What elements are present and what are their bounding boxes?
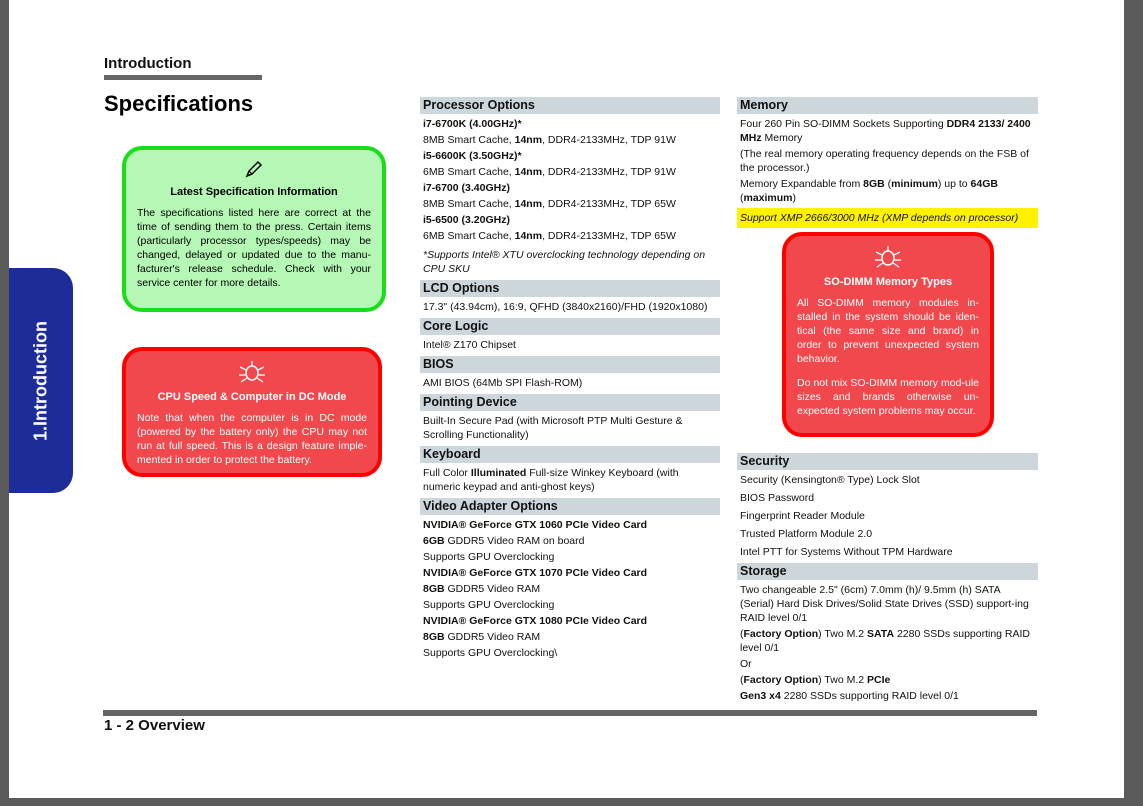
cpu-detail: 6MB Smart Cache, 14nm, DDR4-2133MHz, TDP 91W bbox=[423, 166, 676, 178]
cpu-detail: 8MB Smart Cache, 14nm, DDR4-2133MHz, TDP 91W bbox=[423, 134, 676, 146]
gpu-name: NVIDIA® GeForce GTX 1060 PCIe Video Card bbox=[423, 519, 648, 531]
security-item: Fingerprint Reader Module bbox=[740, 510, 865, 522]
spec-column-middle bbox=[420, 97, 720, 661]
gpu-ram: 6GB GDDR5 Video RAM on board bbox=[423, 535, 585, 547]
storage-hdd: Two changeable 2.5" (6cm) 7.0mm (h)/ 9.5mm (h) SATA (Serial) Hard Disk Drives/Solid State Drives (SSD) support-ing RAID level 0/1 bbox=[740, 584, 1029, 624]
memory-expandable: Memory Expandable from 8GB (minimum) up to 64GB (maximum) bbox=[740, 178, 998, 204]
storage-m2-pcie-cont: Gen3 x4 2280 SSDs supporting RAID level 0/1 bbox=[740, 690, 959, 702]
video-header: Video Adapter Options bbox=[420, 498, 720, 515]
lcd-text: 17.3" (43.94cm), 16:9, QFHD (3840x2160)/FHD (1920x1080) bbox=[423, 301, 708, 313]
chapter-side-tab[interactable] bbox=[9, 268, 73, 493]
memory-header: Memory bbox=[737, 97, 1038, 114]
gpu-ram: 8GB GDDR5 Video RAM bbox=[423, 631, 541, 643]
storage-or: Or bbox=[740, 658, 752, 670]
page-title: Specifications bbox=[104, 91, 254, 116]
security-item: Security (Kensington® Type) Lock Slot bbox=[740, 474, 920, 486]
gpu-oc: Supports GPU Overclocking bbox=[423, 551, 555, 563]
gpu-name: NVIDIA® GeForce GTX 1070 PCIe Video Card bbox=[423, 567, 648, 579]
processor-header: Processor Options bbox=[420, 97, 720, 114]
cpu-name: i7-6700 (3.40GHz) bbox=[423, 182, 510, 194]
document-page bbox=[9, 0, 1124, 798]
xmp-highlight: Support XMP 2666/3000 MHz (XMP depends on processor) bbox=[737, 208, 1038, 228]
gpu-ram: 8GB GDDR5 Video RAM bbox=[423, 583, 541, 595]
pen-icon bbox=[126, 160, 382, 182]
xtu-note: *Supports Intel® XTU overclocking technology depending on CPU SKU bbox=[423, 249, 706, 275]
bios-header: BIOS bbox=[420, 356, 720, 373]
chapter-heading: Introduction bbox=[104, 55, 192, 72]
cpu-name: i5-6500 (3.20GHz) bbox=[423, 214, 510, 226]
keyboard-header: Keyboard bbox=[420, 446, 720, 463]
security-item: Trusted Platform Module 2.0 bbox=[740, 528, 873, 540]
footer-rule bbox=[103, 710, 1037, 716]
security-item: Intel PTT for Systems Without TPM Hardware bbox=[740, 546, 953, 558]
keyboard-text: Full Color Illuminated Full-size Winkey Keyboard (with numeric keypad and anti-ghost keys) bbox=[423, 467, 679, 493]
cpu-detail: 8MB Smart Cache, 14nm, DDR4-2133MHz, TDP 65W bbox=[423, 198, 676, 210]
latest-spec-title: Latest Specification Information bbox=[170, 186, 338, 198]
sodimm-title: SO-DIMM Memory Types bbox=[823, 276, 953, 288]
side-tab-label: 1.Introduction bbox=[30, 320, 51, 441]
latest-spec-info-box bbox=[122, 146, 386, 312]
memory-sockets: Four 260 Pin SO-DIMM Sockets Supporting DDR4 2133/ 2400 MHz Memory bbox=[740, 118, 1031, 144]
core-logic-header: Core Logic bbox=[420, 318, 720, 335]
warning-bug-icon bbox=[126, 361, 378, 387]
security-item: BIOS Password bbox=[740, 492, 815, 504]
storage-m2-pcie: (Factory Option) Two M.2 PCIe bbox=[740, 674, 891, 686]
chapter-underline bbox=[104, 75, 262, 80]
cpu-dc-body: Note that when the computer is in DC mode (powered by the battery only) the CPU may not run at full speed. This is a design feature imple-mented in order to protect the battery. bbox=[137, 412, 367, 466]
gpu-oc: Supports GPU Overclocking bbox=[423, 599, 555, 611]
warning-bug-icon bbox=[786, 246, 990, 272]
sodimm-body-1: All SO-DIMM memory modules in-stalled in the system should be iden-tical (the same size and brand) in order to prevent unexpected system behavior. bbox=[797, 297, 979, 365]
gpu-oc: Supports GPU Overclocking\ bbox=[423, 647, 558, 659]
core-logic-text: Intel® Z170 Chipset bbox=[423, 339, 516, 351]
pointing-text: Built-In Secure Pad (with Microsoft PTP Multi Gesture & Scrolling Functionality) bbox=[423, 415, 683, 441]
cpu-name: i7-6700K (4.00GHz)* bbox=[423, 118, 522, 130]
gpu-name: NVIDIA® GeForce GTX 1080 PCIe Video Card bbox=[423, 615, 648, 627]
sodimm-types-box bbox=[782, 232, 994, 437]
latest-spec-body: The specifications listed here are correct at the time of sending them to the press. Certain items (particularly processor types/speeds) may be changed, delayed or updated due to the manu-facturer's release schedule. Check with your service center for more details. bbox=[137, 207, 371, 289]
cpu-dc-mode-box bbox=[122, 347, 382, 477]
bios-text: AMI BIOS (64Mb SPI Flash-ROM) bbox=[423, 377, 583, 389]
cpu-name: i5-6600K (3.50GHz)* bbox=[423, 150, 522, 162]
page-footer: 1 - 2 Overview bbox=[104, 717, 205, 734]
pointing-header: Pointing Device bbox=[420, 394, 720, 411]
security-header: Security bbox=[737, 453, 1038, 470]
storage-m2-sata: (Factory Option) Two M.2 SATA 2280 SSDs supporting RAID level 0/1 bbox=[740, 628, 1031, 654]
lcd-header: LCD Options bbox=[420, 280, 720, 297]
sodimm-body-2: Do not mix SO-DIMM memory mod-ule sizes and brands otherwise un-expected system problems may occur. bbox=[797, 377, 979, 417]
cpu-detail: 6MB Smart Cache, 14nm, DDR4-2133MHz, TDP 65W bbox=[423, 230, 676, 242]
storage-header: Storage bbox=[737, 563, 1038, 580]
memory-fsb-note: (The real memory operating frequency depends on the FSB of the processor.) bbox=[740, 148, 1029, 174]
cpu-dc-title: CPU Speed & Computer in DC Mode bbox=[157, 391, 347, 403]
